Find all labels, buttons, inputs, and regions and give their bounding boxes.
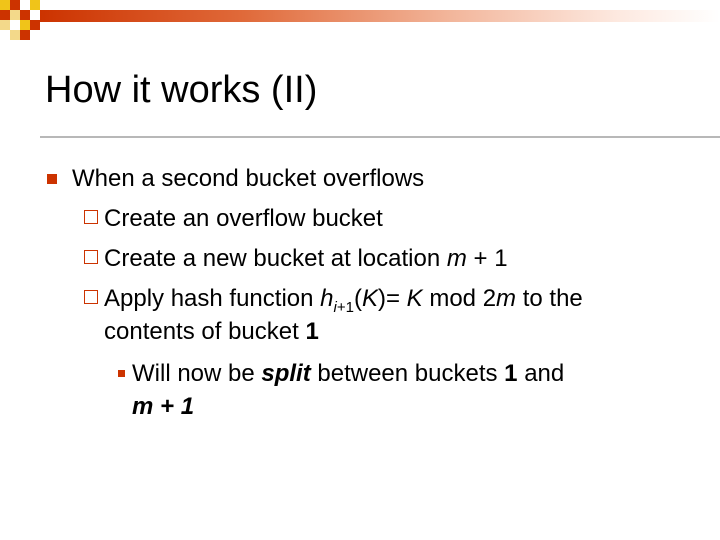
checkbox-bullet-icon (84, 290, 98, 304)
sub-bullet-2-var-m: m (446, 245, 467, 272)
title-divider (40, 136, 720, 138)
m-plus-one: m + 1 (132, 393, 195, 420)
sub-bullet-3-part: to the (516, 285, 583, 312)
sub-bullet-3-part: )= (377, 285, 407, 312)
hash-function-subscript (334, 299, 354, 316)
decor-square (0, 20, 10, 30)
sub-bullet-1-text: Create an overflow bucket (104, 205, 383, 232)
header-decoration (0, 0, 720, 44)
sub-bullet-2-text (104, 244, 508, 274)
decor-square (10, 0, 20, 10)
split-emphasis: split (261, 360, 311, 387)
decor-square (30, 20, 40, 30)
sub-bullet-2-pre: Create a new bucket at location (104, 245, 447, 272)
var-k: K (406, 285, 423, 312)
checkbox-bullet-icon (84, 250, 98, 264)
decor-square (20, 30, 30, 40)
bucket-number: 1 (305, 318, 319, 345)
sub-sub-part: Will now be (132, 360, 262, 387)
subscript-plus-one: +1 (336, 299, 354, 316)
sub-sub-part: between buckets (310, 360, 505, 387)
sub-bullet-3-line-2 (104, 317, 319, 347)
checkbox-bullet-icon (84, 210, 98, 224)
sub-bullet-3-part: mod 2 (422, 285, 497, 312)
header-gradient-strip (40, 10, 720, 22)
decor-square (20, 20, 30, 30)
sub-bullet-3-part: ( (353, 285, 362, 312)
small-square-bullet-icon (118, 370, 125, 377)
sub-sub-bullet-line-2 (132, 392, 194, 422)
decor-square (10, 10, 20, 20)
var-m: m (496, 285, 517, 312)
sub-sub-bullet-text (132, 359, 564, 389)
sub-bullet-3-part: Apply hash function (104, 285, 321, 312)
bucket-number: 1 (504, 360, 518, 387)
var-k: K (361, 285, 378, 312)
decor-square (0, 0, 10, 10)
decor-square (20, 10, 30, 20)
bullet-1-text: When a second bucket overflows (72, 165, 425, 192)
sub-bullet-2-post: + 1 (466, 245, 508, 272)
sub-bullet-3-part: contents of bucket (104, 318, 306, 345)
sub-sub-part: and (517, 360, 565, 387)
subscript-i: i (333, 299, 337, 316)
decor-square (0, 10, 10, 20)
decor-square (30, 0, 40, 10)
bullet-square-icon (47, 174, 57, 184)
slide-title: How it works (II) (45, 69, 318, 111)
decor-square (10, 30, 20, 40)
hash-function-h: h (320, 285, 334, 312)
